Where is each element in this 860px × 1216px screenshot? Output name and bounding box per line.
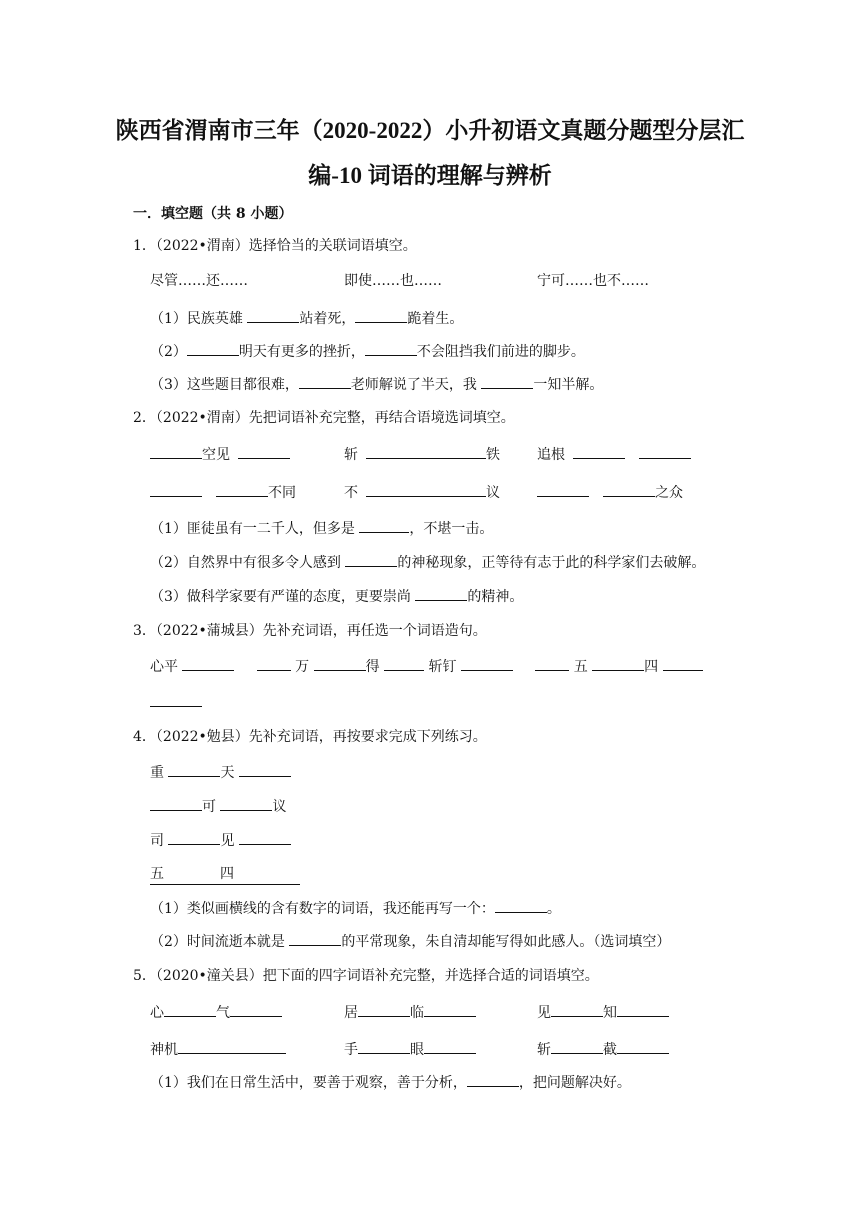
blank[interactable] <box>257 656 291 671</box>
blank[interactable] <box>168 762 220 777</box>
q5-word-row-2c: 斩 截 <box>537 1039 669 1060</box>
blank[interactable] <box>230 1002 282 1017</box>
blank[interactable] <box>639 444 691 459</box>
q1-option-a: 尽管……还…… <box>150 273 248 289</box>
q4-word-2: 可 议 <box>150 796 286 817</box>
blank[interactable] <box>365 341 417 356</box>
blank[interactable] <box>592 656 644 671</box>
q4-stem: 4．（2022•勉县）先补充词语，再按要求完成下列练习。 <box>133 729 487 745</box>
q2-word-row-2: 不同 <box>150 482 296 503</box>
blank[interactable] <box>535 656 569 671</box>
q2-word-row-2c: 之众 <box>537 482 683 503</box>
q3-word-row: 心平 万 得 斩钉 五 四 <box>150 656 703 677</box>
q1-option-c: 宁可……也不…… <box>537 273 649 289</box>
q5-word-row-1a: 心 气 <box>150 1002 282 1023</box>
q5-word-row-1c: 见 知 <box>537 1002 669 1023</box>
q2-sentence-3: （3）做科学家要有严谨的态度，更要崇尚 的精神。 <box>150 586 523 607</box>
q2-sentence-1: （1）匪徒虽有一二千人，但多是 ，不堪一击。 <box>150 518 493 539</box>
blank[interactable] <box>239 830 291 845</box>
q4-word-4-underlined: 五 四 <box>150 864 300 885</box>
blank[interactable] <box>216 482 268 497</box>
blank[interactable] <box>299 374 351 389</box>
blank[interactable] <box>467 1072 519 1087</box>
blank[interactable] <box>150 796 202 811</box>
blank[interactable] <box>178 1039 286 1054</box>
q1-sentence-3: （3）这些题目都很难， 老师解说了半天，我 一知半解。 <box>150 374 603 395</box>
q4-sentence-2: （2）时间流逝本就是 的平常现象，朱自清却能写得如此感人。（选词填空） <box>150 931 670 952</box>
q1-stem: 1．（2022•渭南）选择恰当的关联词语填空。 <box>133 238 417 254</box>
blank[interactable] <box>551 1039 603 1054</box>
q3-stem: 3．（2022•蒲城县）先补充词语，再任选一个词语造句。 <box>133 623 487 639</box>
blank[interactable] <box>663 656 703 671</box>
blank[interactable] <box>168 830 220 845</box>
q2-word-row-1b: 斩 铁 <box>344 444 500 465</box>
blank[interactable] <box>481 374 533 389</box>
q1-sentence-2: （2） 明天有更多的挫折， 不会阻挡我们前进的脚步。 <box>150 341 585 362</box>
blank[interactable] <box>314 656 366 671</box>
q5-word-row-2a: 神机 <box>150 1039 286 1060</box>
q1-sentence-1: （1）民族英雄 站着死， 跪着生。 <box>150 308 463 329</box>
q2-word-row-1c: 追根 <box>537 444 691 465</box>
q5-stem: 5．（2020•潼关县）把下面的四字词语补充完整，并选择合适的词语填空。 <box>133 968 599 984</box>
blank[interactable] <box>424 1002 476 1017</box>
blank[interactable] <box>366 444 486 459</box>
blank[interactable] <box>551 1002 603 1017</box>
blank[interactable] <box>238 444 290 459</box>
q5-word-row-1b: 居 临 <box>344 1002 476 1023</box>
blank[interactable] <box>366 482 486 497</box>
blank[interactable] <box>150 444 202 459</box>
q5-word-row-2b: 手 眼 <box>344 1039 476 1060</box>
document-title-line-1: 陕西省渭南市三年（2020-2022）小升初语文真题分题型分层汇 <box>115 118 745 143</box>
blank[interactable] <box>461 656 513 671</box>
q2-stem: 2．（2022•渭南）先把词语补充完整，再结合语境选词填空。 <box>133 410 515 426</box>
blank[interactable] <box>289 931 341 946</box>
blank[interactable] <box>345 552 397 567</box>
blank[interactable] <box>150 482 202 497</box>
q4-word-1: 重 天 <box>150 762 291 783</box>
blank[interactable] <box>220 796 272 811</box>
blank[interactable] <box>617 1039 669 1054</box>
blank[interactable] <box>187 341 239 356</box>
blank[interactable] <box>537 482 589 497</box>
section-heading: 一．填空题（共 8 小题） <box>133 206 293 222</box>
q2-sentence-2: （2）自然界中有很多令人感到 的神秘现象，正等待有志于此的科学家们去破解。 <box>150 552 705 573</box>
q4-word-3: 司 见 <box>150 830 291 851</box>
document-title-line-2: 编-10 词语的理解与辨析 <box>308 163 552 188</box>
q1-option-b: 即使……也…… <box>344 273 442 289</box>
blank[interactable] <box>358 1002 410 1017</box>
blank[interactable] <box>247 308 299 323</box>
blank[interactable] <box>359 518 409 533</box>
q2-word-row-2b: 不 议 <box>344 482 500 503</box>
blank[interactable] <box>617 1002 669 1017</box>
blank[interactable] <box>239 762 291 777</box>
blank[interactable] <box>415 586 467 601</box>
blank[interactable] <box>424 1039 476 1054</box>
q2-word-row-1: 空见 <box>150 444 290 465</box>
blank[interactable] <box>164 1002 216 1017</box>
q5-sentence-1: （1）我们在日常生活中，要善于观察，善于分析， ，把问题解决好。 <box>150 1072 631 1093</box>
blank[interactable] <box>150 692 202 707</box>
blank[interactable] <box>603 482 655 497</box>
blank[interactable] <box>182 656 234 671</box>
blank[interactable] <box>355 308 407 323</box>
blank[interactable] <box>384 656 424 671</box>
q3-continuation <box>150 692 202 713</box>
blank[interactable] <box>573 444 625 459</box>
blank[interactable] <box>358 1039 410 1054</box>
blank[interactable] <box>495 898 547 913</box>
q4-sentence-1: （1）类似画横线的含有数字的词语，我还能再写一个： 。 <box>150 898 561 919</box>
